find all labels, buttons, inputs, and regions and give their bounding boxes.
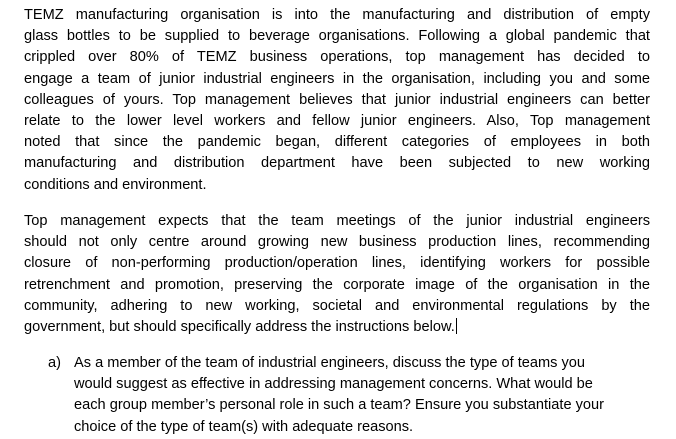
paragraph-line: community, adhering to new working, societal and environmental regulations by the [24, 297, 650, 314]
question-line: would suggest as effective in addressing management concerns. What would be [74, 376, 593, 393]
question-line: choice of the type of team(s) with adequate reasons. [74, 418, 414, 435]
paragraph-line: engage a team of junior industrial engineers in the organisation, including you and some [24, 70, 650, 87]
paragraph-intro [24, 5, 650, 196]
paragraph-line: crippled over 80% of TEMZ business operations, top management has decided to [24, 49, 650, 66]
question-body [74, 353, 652, 438]
paragraph-line: colleagues of yours. Top management believes that junior industrial engineers can better [24, 91, 650, 108]
paragraph-line: glass bottles to be supplied to beverage organisations. Following a global pandemic that [24, 28, 650, 45]
paragraph-line: retrenchment and promotion, preserving the corporate image of the organisation in the [24, 276, 650, 293]
paragraph-line: relate to the lower level workers and fellow junior engineers. Also, Top management [24, 113, 650, 130]
paragraph-line: should not only centre around growing new business production lines, recommending [24, 234, 650, 251]
text-cursor [456, 318, 457, 334]
question-line: As a member of the team of industrial engineers, discuss the type of teams you [74, 355, 586, 371]
paragraph-line: Top management expects that the team meetings of the junior industrial engineers [24, 213, 650, 229]
paragraph-line-text: government, but should specifically address the instructions below. [24, 319, 455, 336]
paragraph-line: manufacturing and distribution department have been subjected to new working [24, 155, 650, 172]
paragraph-expectations[interactable] [24, 211, 650, 338]
paragraph-line: TEMZ manufacturing organisation is into the manufacturing and distribution of empty [24, 7, 650, 23]
paragraph-line: conditions and environment. [24, 176, 207, 193]
question-line: each group member’s personal role in such a team? Ensure you substantiate your [74, 397, 604, 414]
paragraph-line: closure of non-performing production/operation lines, identifying workers for possible [24, 255, 650, 272]
paragraph-line: noted that since the pandemic began, different categories of employees in both [24, 134, 650, 151]
question-marker: a) [48, 355, 61, 371]
paragraph-line-with-caret [24, 317, 650, 338]
